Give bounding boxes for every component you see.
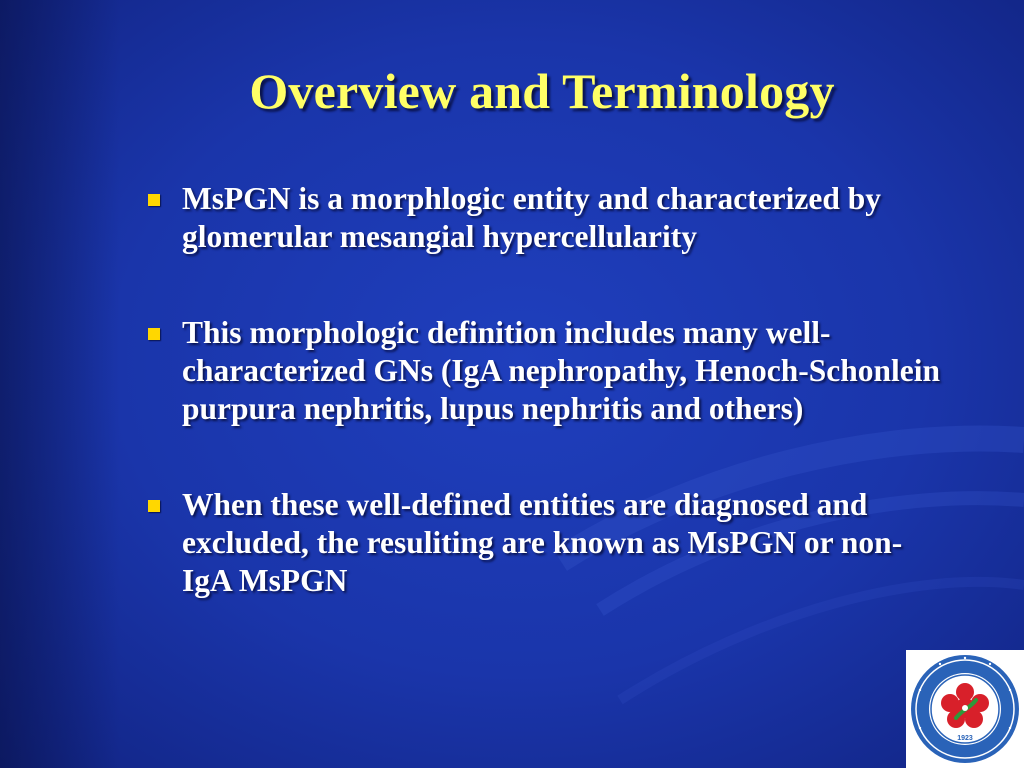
bullet-text: This morphologic definition includes many well-characterized GNs (IgA nephropathy, Henoch-Schonlein purpura nephritis, lupus nephritis and others) [182,315,941,426]
hospital-emblem-icon [906,650,1024,768]
logo-year: 1923 [957,735,973,742]
square-bullet-icon [148,194,160,206]
hospital-logo [906,650,1024,768]
bullet-item [146,314,946,428]
bullet-text: When these well-defined entities are diagnosed and excluded, the resuliting are known as MsPGN or non-IgA MsPGN [182,487,903,598]
bullet-list [146,180,946,600]
bullet-item [146,486,946,600]
square-bullet-icon [148,328,160,340]
slide-title: Overview and Terminology [249,63,835,119]
bullet-item [146,180,946,256]
square-bullet-icon [148,500,160,512]
bullet-text: MsPGN is a morphlogic entity and characterized by glomerular mesangial hypercellularity [182,181,882,254]
